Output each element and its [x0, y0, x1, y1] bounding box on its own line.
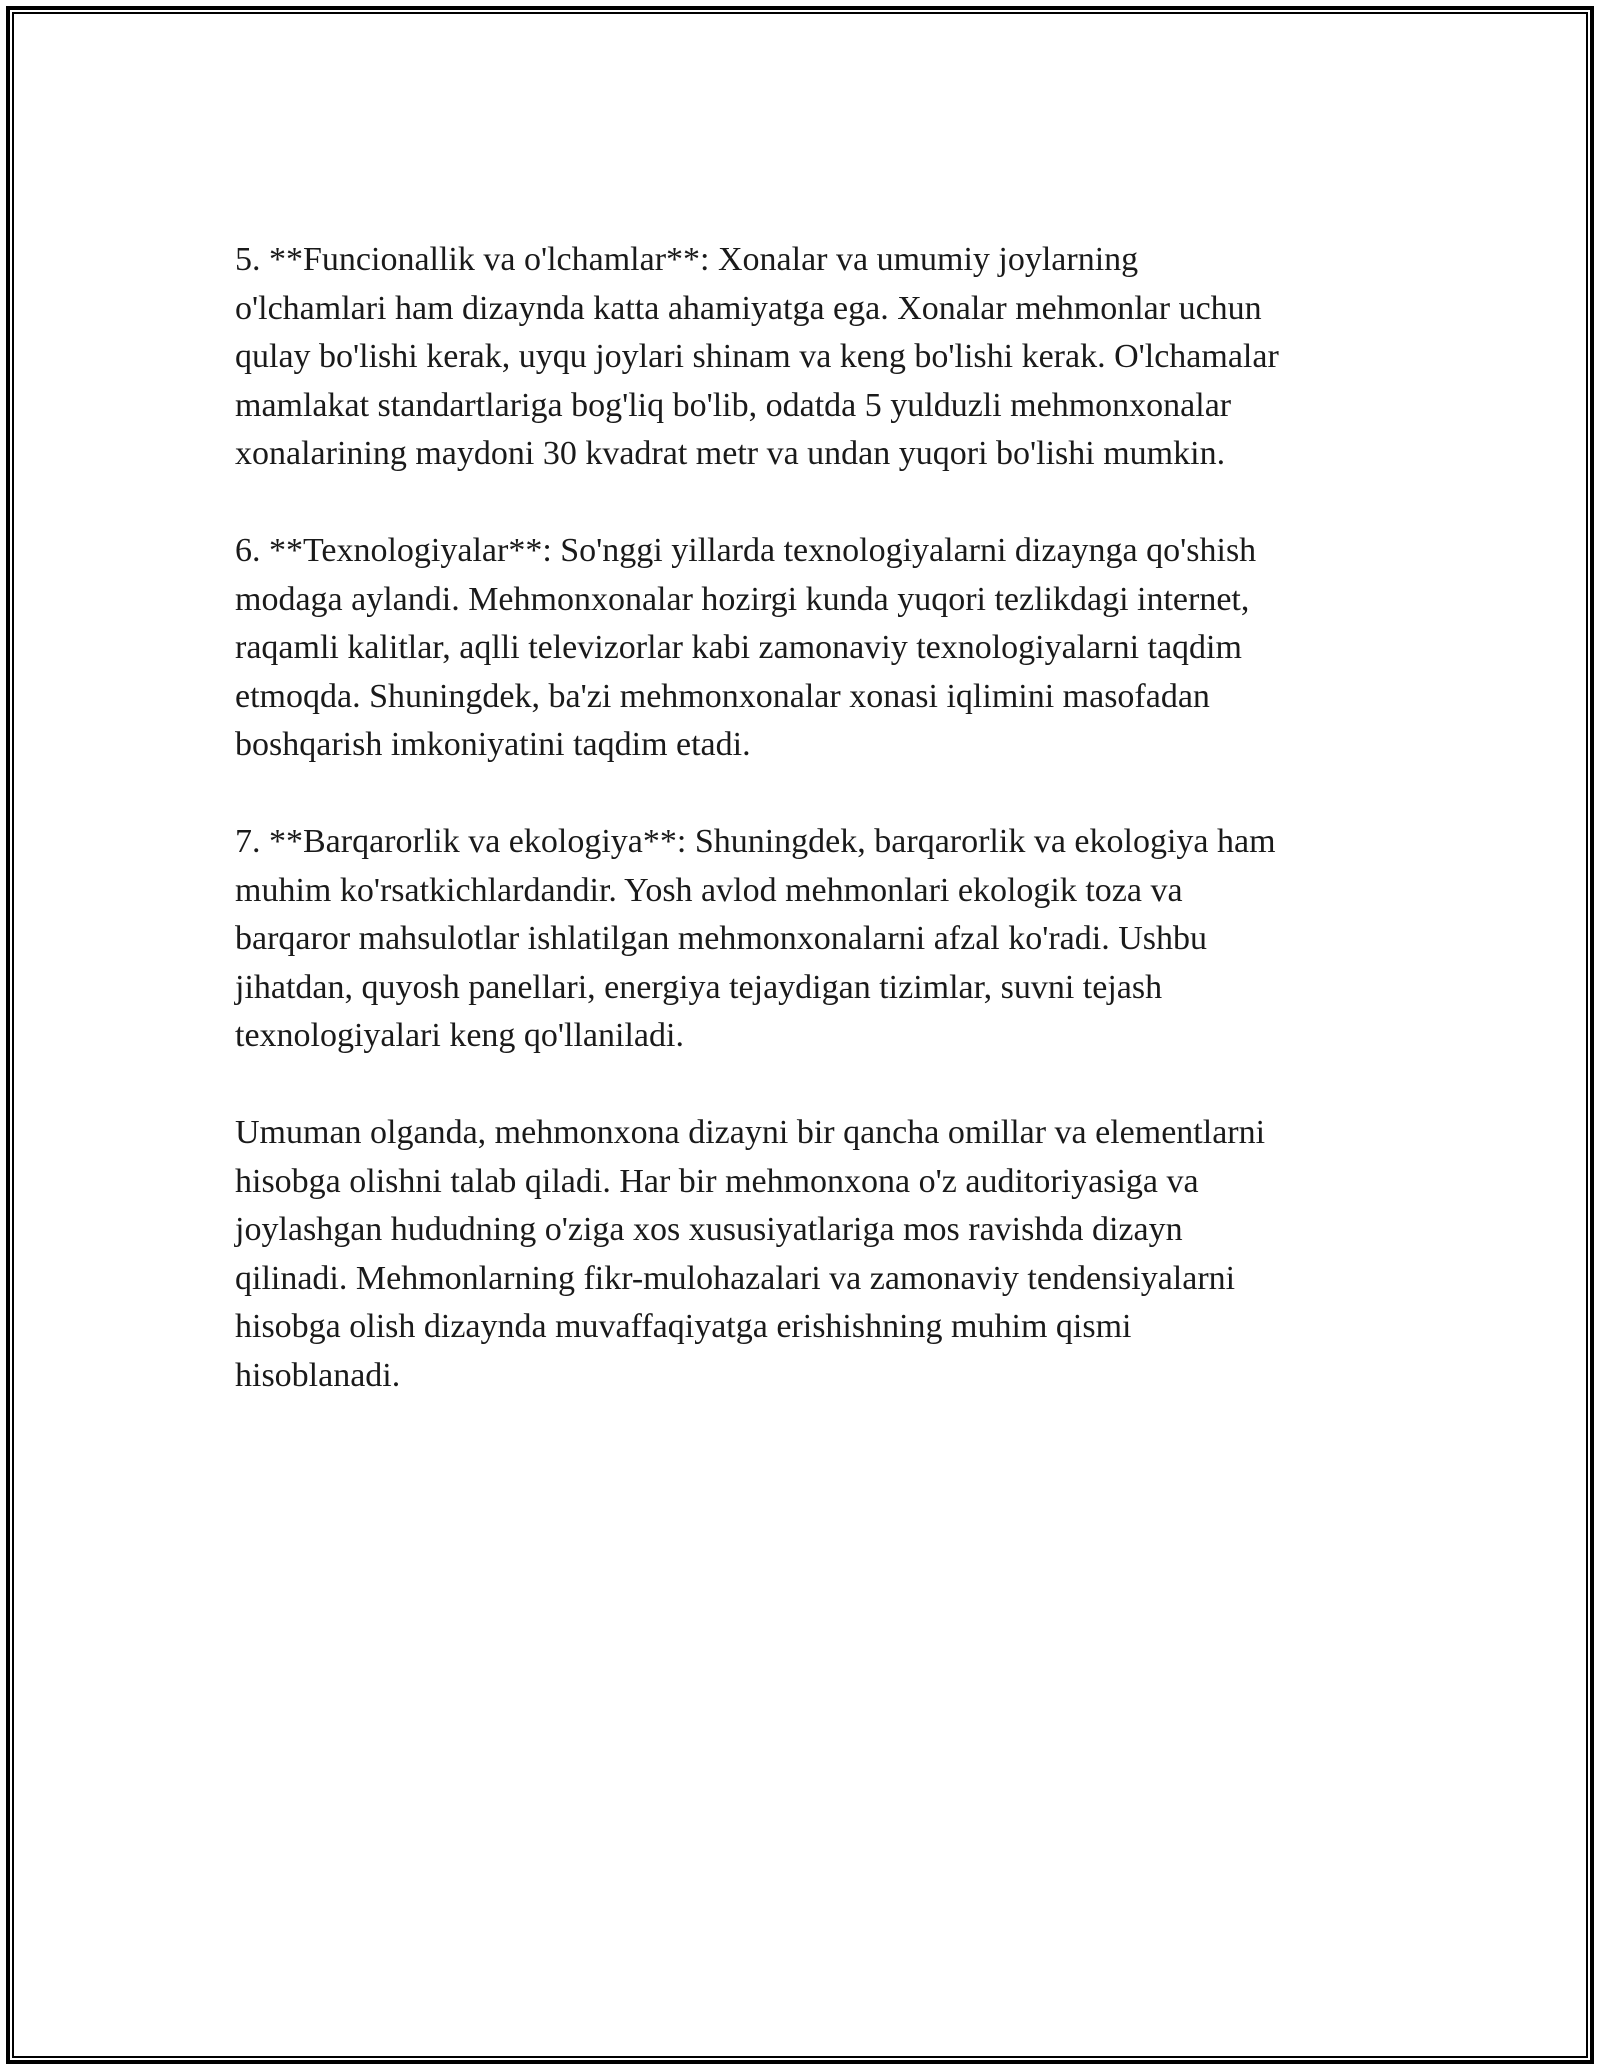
paragraph-sustainability: 7. **Barqarorlik va ekologiya**: Shuningdek, barqarorlik va ekologiya ham muhim ko'rsatkichlardandir. Yosh avlod mehmonlari ekologik toza va barqaror mahsulotlar ishlatilgan mehmonxonalarni afzal ko'radi. Ushbu jihatdan, quyosh panellari, energiya tejaydigan tizimlar, suvni tejash texnologiyalari keng qo'llaniladi. [235, 823, 1276, 1054]
paragraph-technologies: 6. **Texnologiyalar**: So'nggi yillarda texnologiyalarni dizaynga qo'shish modaga aylandi. Mehmonxonalar hozirgi kunda yuqori tezlikdagi internet, raqamli kalitlar, aqlli televizorlar kabi zamonaviy texnologiyalarni taqdim etmoqda. Shuningdek, ba'zi mehmonxonalar xonasi iqlimini masofadan boshqarish imkoniyatini taqdim etadi. [235, 532, 1257, 763]
document-body [235, 236, 1370, 1449]
paragraph-functionality: 5. **Funcionallik va o'lchamlar**: Xonalar va umumiy joylarning o'lchamlari ham dizaynda katta ahamiyatga ega. Xonalar mehmonlar uchun qulay bo'lishi kerak, uyqu joylari shinam va keng bo'lishi kerak. O'lchamalar mamlakat standartlariga bog'liq bo'lib, odatda 5 yulduzli mehmonxonalar xonalarining maydoni 30 kvadrat metr va undan yuqori bo'lishi mumkin. [235, 241, 1279, 472]
paragraph-conclusion: Umuman olganda, mehmonxona dizayni bir qancha omillar va elementlarni hisobga olishni talab qiladi. Har bir mehmonxona o'z auditoriyasiga va joylashgan hududning o'ziga xos xususiyatlariga mos ravishda dizayn qilinadi. Mehmonlarning fikr-mulohazalari va zamonaviy tendensiyalarni hisobga olish dizaynda muvaffaqiyatga erishishning muhim qismi hisoblanadi. [235, 1114, 1266, 1394]
